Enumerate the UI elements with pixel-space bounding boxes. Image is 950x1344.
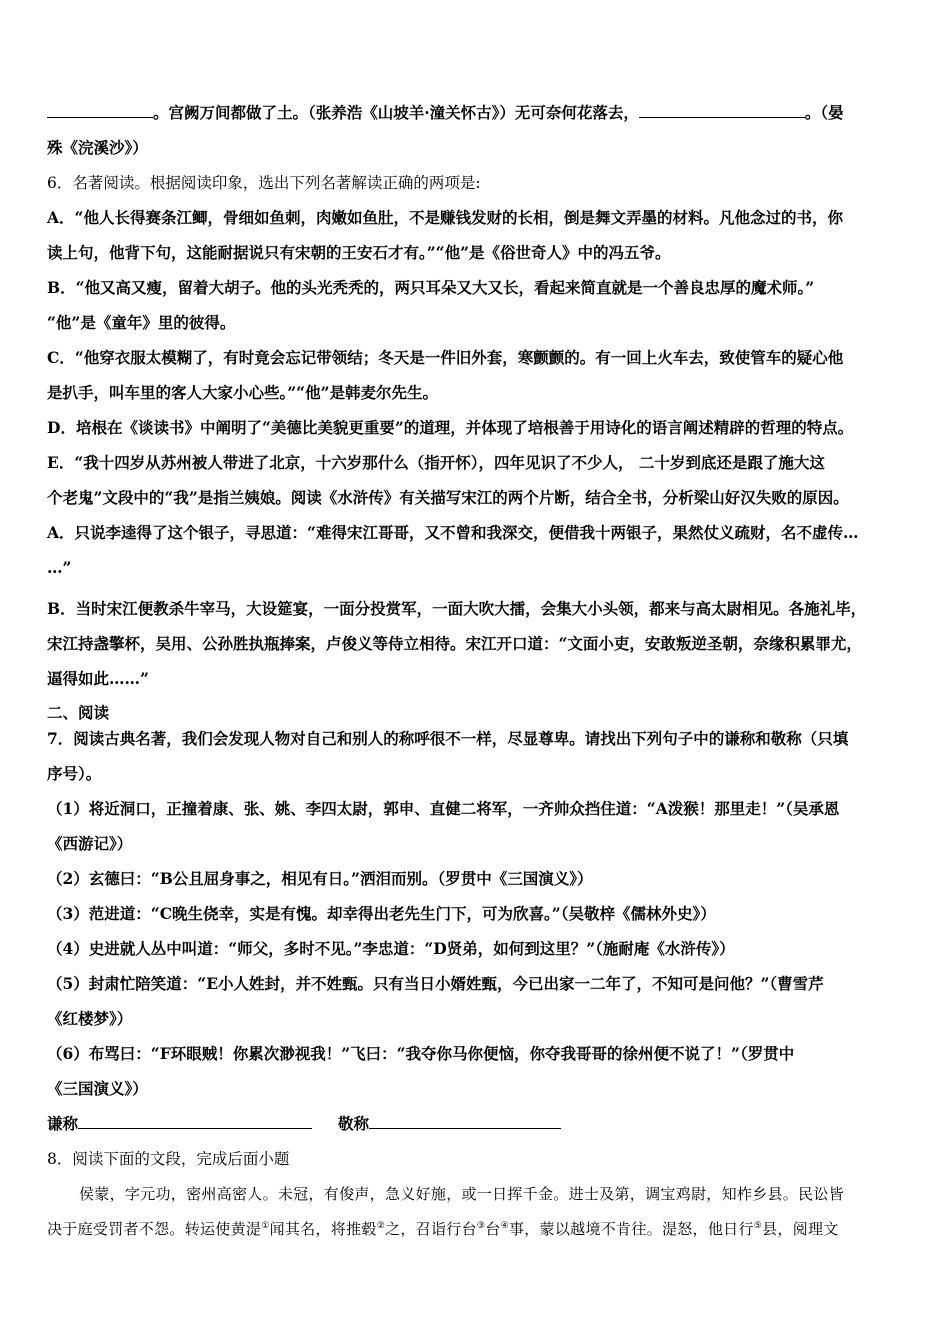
q6-option-e-line-1: E．“我十四岁从苏州被人带进了北京，十六岁那什么（指开怀），四年见识了不少人， 二十岁到底还是跟了施大这 [47,453,825,472]
q7-item-6-line-2: 《三国演义》） [47,1079,148,1098]
q5-text-a: 。宫阙万间都做了土。（张养浩《山坡羊·潼关怀古》）无可奈何花落去， [153,103,639,122]
q6-stem: 6．名著阅读。根据阅读印象，选出下列名著解读正确的两项是: [47,174,481,192]
note-marker-2: ② [376,1221,386,1231]
note-marker-5: ⑤ [753,1221,763,1231]
humble-label: 谦称 [47,1114,79,1133]
note-marker-1: ① [261,1221,270,1231]
q5-text-b: 。（晏 [804,103,844,122]
q7-stem-line-2: 序号）。 [47,764,102,783]
blank-2[interactable] [639,102,805,118]
q7-stem-line-1: 7．阅读古典名著，我们会发现人物对自己和别人的称呼很不一样，尽显尊卑。请找出下列句子中的谦称和敬称（只填 [47,729,849,748]
q5-line-2: 殊《浣溪沙》） [47,138,148,157]
q6-passage-b-line-3: 逼得如此……” [47,669,149,688]
q6-passage-b-line-1: B．当时宋江便教杀牛宰马，大设筵宴，一面分投赏军，一面大吹大擂，会集大小头领，都来与高太尉相见。各施礼毕， [47,599,867,618]
q6-option-b-line-1: B．“他又高又瘦，留着大胡子。他的头光秃秃的，两只耳朵又大又长，看起来简直就是一个善良忠厚的魔术师。” [47,278,815,297]
blank-1[interactable] [47,102,153,118]
passage-text: 决于庭受罚者不怨。转运使黄湜 [47,1220,262,1238]
honor-label: 敬称 [338,1114,370,1133]
q7-item-4: （4）史进就人丛中叫道：“师父，多时不见。”李忠道：“D贤弟，如何到这里？”（施耐庵《水浒传》） [47,939,735,958]
q7-item-1-line-2: 《西游记》） [47,834,133,853]
section-heading: 二、阅读 [47,703,110,722]
q8-passage-line-1: 侯蒙，字元功，密州高密人。未冠，有俊声，急义好施，或一日挥千金。进士及第，调宝鸡尉，知柞乡县。民讼皆 [79,1185,845,1203]
passage-text: 事，蒙以越境不肯往。湜怒，他日行 [508,1220,754,1238]
q6-option-e-line-2: 个老鬼”文段中的“我”是指兰姨娘。阅读《水浒传》有关描写宋江的两个片断，结合全书，分析梁山好汉失败的原因。 [47,488,849,507]
q7-item-1-line-1: （1）将近洞口，正撞着康、张、姚、李四太尉，郭申、直健二将军，一齐帅众挡住道：“A泼猴！那里走！”（吴承恩 [47,799,840,818]
q8-passage-line-2 [47,1218,839,1240]
q8-stem: 8．阅读下面的文段，完成后面小题 [47,1150,290,1168]
q6-option-c-line-1: C．“他穿衣服太模糊了，有时竟会忘记带领结；冬天是一件旧外套，寒颤颤的。有一回上火车去，致使管车的疑心他 [47,348,844,367]
note-marker-4: ④ [500,1221,509,1231]
passage-text: 台 [485,1220,501,1238]
q7-item-5-line-2: 《红楼梦》） [47,1009,133,1028]
q7-item-2: （2）玄德曰：“B公且屈身事之，相见有日。”洒泪而别。（罗贯中《三国演义》） [47,869,593,888]
q6-passage-a-line-1: A．只说李逵得了这个银子，寻思道：“难得宋江哥哥，又不曾和我深交，便借我十两银子，果然仗义疏财，名不虚传… [47,523,859,542]
q5-line-1 [47,102,844,124]
q6-option-c-line-2: 是扒手，叫车里的客人大家小心些。”“他”是韩麦尔先生。 [47,383,438,402]
passage-text: 闻其名，将推毂 [269,1220,377,1238]
q6-option-a-line-2: 读上句，他背下句，这能耐据说只有宋朝的王安石才有。”“他”是《俗世奇人》中的冯五爷。 [47,243,671,262]
q6-passage-a-line-2: …” [47,558,72,577]
passage-text: 之，召诣行台 [385,1220,477,1238]
q7-item-5-line-1: （5）封肃忙陪笑道：“E小人姓封，并不姓甄。只有当日小婿姓甄，今已出家一二年了，不知可是问他？”（曹雪芹 [47,974,824,993]
honor-answer-blank[interactable] [369,1113,561,1129]
humble-answer-blank[interactable] [78,1113,312,1129]
q6-passage-b-line-2: 宋江持盏擎杯，吴用、公孙胜执瓶捧案，卢俊义等侍立相待。宋江开口道：“文面小吏，安敢叛逆圣朝，奈缘积累罪尤， [47,634,862,653]
q6-option-b-line-2: “他”是《童年》里的彼得。 [47,313,236,332]
q6-option-a-line-1: A．“他人长得赛条江鲫，骨细如鱼刺，肉嫩如鱼肚，不是赚钱发财的长相，倒是舞文弄墨的材料。凡他念过的书，你 [47,208,843,227]
q7-item-3: （3）范进道：“C晚生侥幸，实是有愧。却幸得出老先生门下，可为欣喜。”（吴敬梓《儒林外史》） [47,904,716,923]
note-marker-3: ③ [476,1221,486,1231]
q7-item-6-line-1: （6）布骂曰：“F环眼贼！你累次渺视我！”飞曰：“我夺你马你便恼，你夺我哥哥的徐州便不说了！”（罗贯中 [47,1044,795,1063]
passage-text: 县，阅理文 [762,1220,839,1238]
q6-option-d: D．培根在《谈读书》中阐明了“美德比美貌更重要”的道理，并体现了培根善于用诗化的语言阐述精辟的哲理的特点。 [47,418,854,437]
q7-answer-row [47,1113,561,1135]
